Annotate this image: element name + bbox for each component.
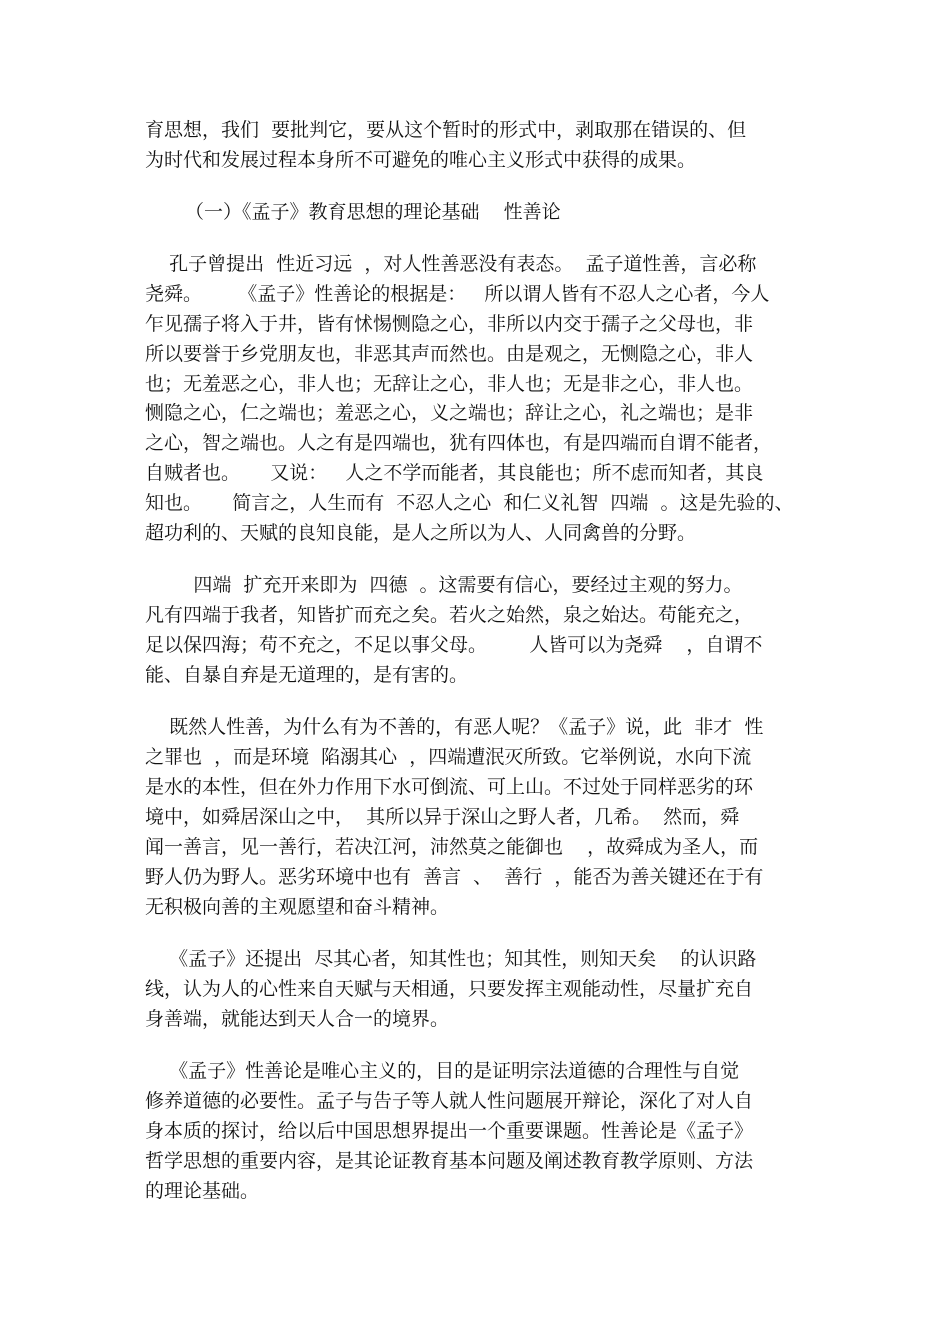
text-line: 的理论基础。 [145, 1180, 260, 1202]
text-line: 闻一善言，见一善行，若决江河，沛然莫之能御也 ，故舜成为圣人，而 [145, 836, 759, 858]
text-line: 孔子曾提出 性近习远 ，对人性善恶没有表态。 孟子道性善，言必称 [145, 253, 757, 275]
text-line: 乍见孺子将入于井，皆有怵惕恻隐之心，非所以内交于孺子之父母也，非 [145, 313, 754, 335]
text-line: 身本质的探讨，给以后中国思想界提出一个重要课题。性善论是《孟子》 [145, 1120, 754, 1142]
text-line: 线，认为人的心性来自天赋与天相通，只要发挥主观能动性，尽量扩充自 [145, 978, 754, 1000]
text-line: 之心，智之端也。人之有是四端也，犹有四体也，有是四端而自谓不能者， [145, 432, 773, 454]
text-line: 也；无羞恶之心，非人也；无辞让之心，非人也；无是非之心，非人也。 [145, 373, 754, 395]
text-line: 《孟子》还提出 尽其心者，知其性也；知其性，则知天矣 的认识路 [145, 948, 757, 970]
text-line: 足以保四海；苟不充之，不足以事父母。 人皆可以为尧舜 ，自谓不 [145, 634, 763, 656]
text-line: 超功利的、天赋的良知良能，是人之所以为人、人同禽兽的分野。 [145, 522, 697, 544]
text-line: 是水的本性，但在外力作用下水可倒流、可上山。不过处于同样恶劣的环 [145, 776, 754, 798]
text-line: 《孟子》性善论是唯心主义的，目的是证明宗法道德的合理性与自觉 [145, 1060, 740, 1082]
text-line: 能、自暴自弃是无道理的，是有害的。 [145, 664, 469, 686]
text-line: 自贼者也。 又说： 人之不学而能者，其良能也；所不虑而知者，其良 [145, 462, 764, 484]
text-line: 无积极向善的主观愿望和奋斗精神。 [145, 896, 450, 918]
text-line: 既然人性善，为什么有为不善的，有恶人呢？《孟子》说，此 非才 性 [145, 716, 764, 738]
text-line: 境中，如舜居深山之中， 其所以异于深山之野人者，几希。 然而，舜 [145, 806, 740, 828]
text-line: 育思想，我们 要批判它，要从这个暂时的形式中，剥取那在错误的、但 [145, 119, 747, 141]
text-line: 恻隐之心，仁之端也；羞恶之心，义之端也；辞让之心，礼之端也；是非 [145, 402, 754, 424]
text-line: 知也。 简言之，人生而有 不忍人之心 和仁义礼智 四端 。这是先验的、 [145, 492, 794, 514]
text-line: 所以要誉于乡党朋友也，非恶其声而然也。由是观之，无恻隐之心，非人 [145, 343, 754, 365]
text-line: 修养道德的必要性。孟子与告子等人就人性问题展开辩论，深化了对人自 [145, 1090, 754, 1112]
section-heading: （一）《孟子》教育思想的理论基础 性善论 [185, 201, 561, 223]
text-line: 尧舜。 《孟子》性善论的根据是： 所以谓人皆有不忍人之心者，今人 [145, 283, 770, 305]
text-line: 凡有四端于我者，知皆扩而充之矣。若火之始然，泉之始达。苟能充之， [145, 604, 754, 626]
text-line: 之罪也 ，而是环境 陷溺其心 ，四端遭泯灭所致。它举例说，水向下流 [145, 746, 752, 768]
text-line: 身善端，就能达到天人合一的境界。 [145, 1008, 450, 1030]
text-line: 野人仍为野人。恶劣环境中也有 善言 、 善行 ，能否为善关键还在于有 [145, 866, 764, 888]
text-line: 为时代和发展过程本身所不可避免的唯心主义形式中获得的成果。 [145, 149, 697, 171]
text-line: 哲学思想的重要内容，是其论证教育基本问题及阐述教育教学原则、方法 [145, 1150, 754, 1172]
text-line: 四端 扩充开来即为 四德 。这需要有信心，要经过主观的努力。 [145, 574, 743, 596]
